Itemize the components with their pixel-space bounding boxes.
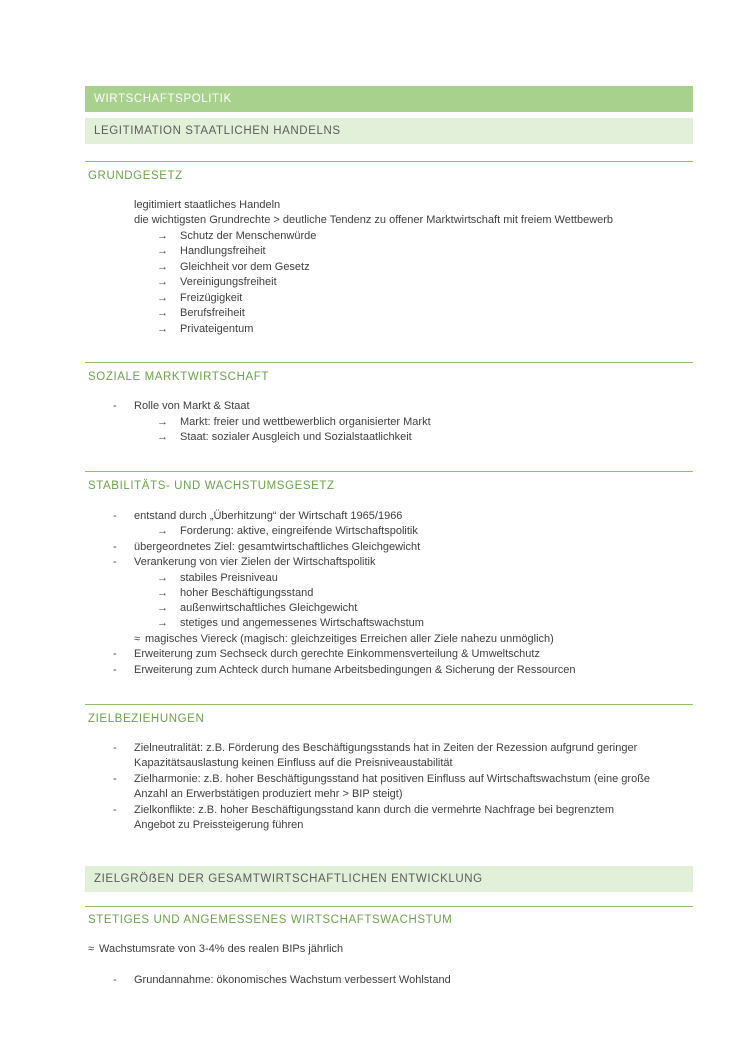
- list-item: Grundannahme: ökonomisches Wachstum verbessert Wohlstand: [134, 974, 451, 986]
- list-item: Erweiterung zum Sechseck durch gerechte Einkommensverteilung & Umweltschutz: [134, 648, 540, 660]
- list-item: hoher Beschäftigungsstand: [180, 587, 314, 599]
- list-item: Angebot zu Preissteigerung führen: [134, 819, 304, 831]
- arrow-icon: →: [157, 587, 168, 599]
- list-item: stabiles Preisniveau: [180, 572, 278, 584]
- list-item: Rolle von Markt & Staat: [134, 400, 250, 412]
- heading-soziale-marktwirtschaft: SOZIALE MARKTWIRTSCHAFT: [88, 371, 269, 383]
- list-item: Zielneutralität: z.B. Förderung des Beschäftigungsstands hat in Zeiten der Rezession aufgrund geringer: [134, 742, 638, 754]
- bullet-dash: -: [113, 804, 117, 816]
- arrow-icon: →: [157, 416, 168, 428]
- arrow-icon: →: [157, 572, 168, 584]
- list-item: Freizügigkeit: [180, 292, 243, 304]
- list-item: Vereinigungsfreiheit: [180, 276, 277, 288]
- bullet-dash: -: [113, 773, 117, 785]
- list-item: Anzahl an Erwerbstätigen produziert mehr > BIP steigt): [134, 788, 403, 800]
- heading-stabilitaetsgesetz: STABILITÄTS- UND WACHSTUMSGESETZ: [88, 480, 335, 492]
- list-item: Verankerung von vier Zielen der Wirtschaftspolitik: [134, 556, 376, 568]
- list-item: Zielkonflikte: z.B. hoher Beschäftigungsstand kann durch die vermehrte Nachfrage bei begrenztem: [134, 804, 614, 816]
- wachstumsrate-text: Wachstumsrate von 3-4% des realen BIPs jährlich: [99, 943, 344, 955]
- heading-grundgesetz: GRUNDGESETZ: [88, 170, 183, 182]
- arrow-icon: →: [157, 307, 168, 319]
- arrow-icon: →: [157, 617, 168, 629]
- arrow-icon: →: [157, 431, 168, 443]
- title-text: WIRTSCHAFTSPOLITIK: [94, 93, 232, 105]
- list-item: Forderung: aktive, eingreifende Wirtschaftspolitik: [180, 525, 418, 537]
- approx-icon: ≈: [134, 633, 141, 645]
- list-item: Gleichheit vor dem Gesetz: [180, 261, 310, 273]
- bullet-dash: -: [113, 742, 117, 754]
- section-divider: [85, 471, 693, 472]
- bullet-dash: -: [113, 556, 117, 568]
- bullet-dash: -: [113, 664, 117, 676]
- list-item: stetiges und angemessenes Wirtschaftswachstum: [180, 617, 424, 629]
- grundgesetz-line-2: die wichtigsten Grundrechte > deutliche Tendenz zu offener Marktwirtschaft mit freiem Wettbewerb: [134, 214, 614, 226]
- arrow-icon: →: [157, 230, 168, 242]
- title-bar: [85, 86, 693, 112]
- zielgroessen-text: ZIELGRÖẞEN DER GESAMTWIRTSCHAFTLICHEN ENTWICKLUNG: [94, 873, 483, 885]
- list-item: Kapazitätsauslastung keinen Einfluss auf die Preisniveaustabilität: [134, 757, 453, 769]
- section-divider: [85, 362, 693, 363]
- section-divider: [85, 704, 693, 705]
- list-item: Markt: freier und wettbewerblich organisierter Markt: [180, 416, 431, 428]
- list-item: übergeordnetes Ziel: gesamtwirtschaftliches Gleichgewicht: [134, 541, 421, 553]
- list-item: entstand durch „Überhitzung“ der Wirtschaft 1965/1966: [134, 510, 403, 522]
- arrow-icon: →: [157, 261, 168, 273]
- bullet-dash: -: [113, 974, 117, 986]
- heading-zielbeziehungen: ZIELBEZIEHUNGEN: [88, 713, 205, 725]
- zielgroessen-bar: [85, 866, 693, 892]
- arrow-icon: →: [157, 323, 168, 335]
- bullet-dash: -: [113, 541, 117, 553]
- section-divider: [85, 906, 693, 907]
- grundgesetz-line-1: legitimiert staatliches Handeln: [134, 199, 281, 211]
- list-item: außenwirtschaftliches Gleichgewicht: [180, 602, 358, 614]
- approx-icon: ≈: [88, 943, 95, 955]
- list-item: Handlungsfreiheit: [180, 245, 266, 257]
- subtitle-bar: [85, 118, 693, 144]
- arrow-icon: →: [157, 525, 168, 537]
- bullet-dash: -: [113, 400, 117, 412]
- bullet-dash: -: [113, 648, 117, 660]
- list-item: Erweiterung zum Achteck durch humane Arbeitsbedingungen & Sicherung der Ressourcen: [134, 664, 576, 676]
- list-item: Privateigentum: [180, 323, 254, 335]
- list-item: Schutz der Menschenwürde: [180, 230, 317, 242]
- arrow-icon: →: [157, 245, 168, 257]
- list-item: Berufsfreiheit: [180, 307, 245, 319]
- heading-wirtschaftswachstum: STETIGES UND ANGEMESSENES WIRTSCHAFTSWACHSTUM: [88, 914, 453, 926]
- arrow-icon: →: [157, 602, 168, 614]
- section-divider: [85, 161, 693, 162]
- list-item: magisches Viereck (magisch: gleichzeitiges Erreichen aller Ziele nahezu unmöglich): [145, 633, 554, 645]
- list-item: Zielharmonie: z.B. hoher Beschäftigungsstand hat positiven Einfluss auf Wirtschaftswachstum (eine große: [134, 773, 651, 785]
- subtitle-text: LEGITIMATION STAATLICHEN HANDELNS: [94, 125, 341, 137]
- arrow-icon: →: [157, 292, 168, 304]
- arrow-icon: →: [157, 276, 168, 288]
- bullet-dash: -: [113, 510, 117, 522]
- list-item: Staat: sozialer Ausgleich und Sozialstaatlichkeit: [180, 431, 412, 443]
